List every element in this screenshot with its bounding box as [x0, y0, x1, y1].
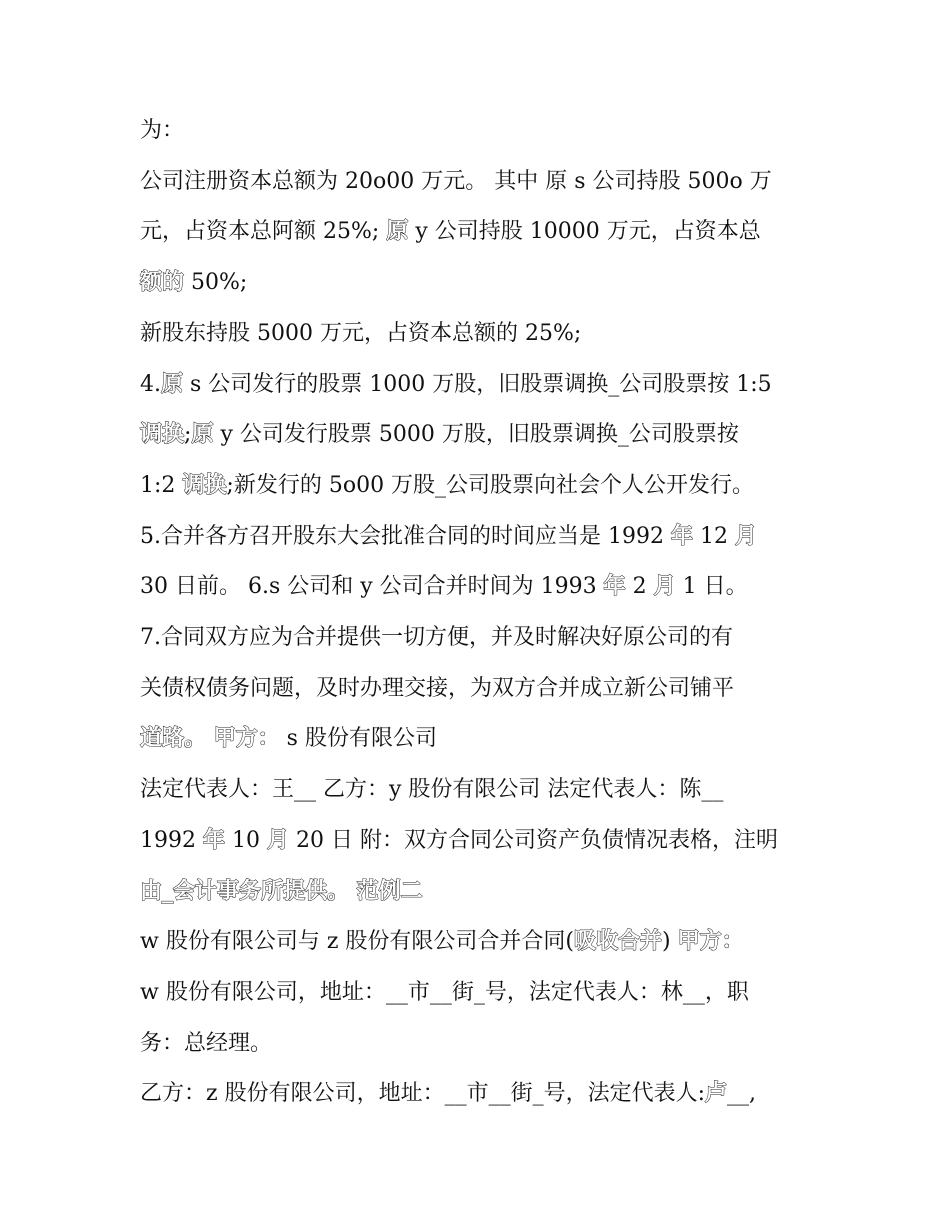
text-run: 50%; [184, 270, 248, 295]
text-line [140, 370, 772, 400]
text-run: 5.合并各方召开股东大会批准合同的时间应当是 1992 [140, 524, 671, 549]
text-run: 关债权债务问题，及时办理交接，为双方合并成立新公司铺平 [140, 676, 735, 701]
text-line [140, 775, 723, 805]
text-run: w 股份有限公司与 z 股份有限公司合并合同( [140, 929, 574, 954]
text-line [140, 319, 581, 349]
text-line [140, 522, 757, 552]
outlined-text-run: 月 [734, 524, 757, 549]
outlined-text-run: 额的 [140, 270, 185, 295]
text-run: 30 日前。 6.s 公司和 y 公司合并时间为 1993 [140, 574, 604, 599]
outlined-text-run: 道路。 甲方： [140, 726, 280, 751]
text-run: 法定代表人：王__ 乙方：y 股份有限公司 法定代表人：陈__ [140, 777, 724, 802]
outlined-text-run: 月 [266, 828, 289, 853]
text-line [140, 1079, 756, 1109]
text-run: 务：总经理。 [140, 1031, 273, 1056]
text-run: s 股份有限公司 [279, 726, 437, 751]
text-run: 10 [225, 828, 267, 853]
text-run: w 股份有限公司，地址：__市__街_号，法定代表人：林__，职 [140, 980, 749, 1005]
text-line [140, 471, 754, 501]
text-line [140, 826, 778, 856]
text-run: y 公司发行股票 5000 万股，旧股票调换_公司股票按 [213, 422, 739, 447]
outlined-text-run: 吸收合并 [574, 929, 663, 954]
text-run: 元，占资本总阿额 25%; [140, 219, 387, 244]
outlined-text-run: 原 [386, 219, 409, 244]
text-run: 1992 [140, 828, 203, 853]
text-line [140, 116, 184, 146]
outlined-text-run: 原 [161, 372, 184, 397]
text-run: y 公司持股 10000 万元，占资本总 [408, 219, 761, 244]
text-line [140, 623, 733, 653]
text-run: 2 [625, 574, 654, 599]
text-run: 乙方：z 股份有限公司，地址：__市__街_号，法定代表人: [140, 1081, 705, 1106]
outlined-text-run: 由_会计事务所提供。 范例二 [140, 879, 423, 904]
text-run: 7.合同双方应为合并提供一切方便，并及时解决好原公司的有 [140, 625, 733, 650]
text-line [140, 978, 749, 1008]
text-line [140, 420, 739, 450]
text-line [140, 217, 761, 247]
text-line [140, 268, 247, 298]
text-run: 1 日。 [675, 574, 748, 599]
outlined-text-run: 卢 [705, 1081, 728, 1106]
text-run: 12 [692, 524, 735, 549]
text-run: 1:2 [140, 473, 183, 498]
text-run: 公司注册资本总额为 20o00 万元。 其中 原 s 公司持股 500o 万 [140, 169, 772, 194]
outlined-text-run: 调换 [140, 422, 185, 447]
outlined-text-run: 月 [653, 574, 676, 599]
text-line [140, 877, 423, 907]
text-run: ;新发行的 5o00 万股_公司股票向社会个人公开发行。 [226, 473, 755, 498]
text-run: s 公司发行的股票 1000 万股，旧股票调换_公司股票按 1:5 [183, 372, 772, 397]
text-run: 新股东持股 5000 万元，占资本总额的 25%; [140, 321, 582, 346]
text-run: ) [662, 929, 678, 954]
text-line [140, 572, 748, 602]
text-run: 20 日 附：双方合同公司资产负债情况表格，注明 [289, 828, 778, 853]
text-run: ; [184, 422, 192, 447]
outlined-text-run: 年 [603, 574, 626, 599]
text-run: __, [727, 1081, 757, 1106]
text-run: 4. [140, 372, 161, 397]
outlined-text-run: 调换 [182, 473, 227, 498]
text-line [140, 1029, 272, 1059]
outlined-text-run: 年 [202, 828, 225, 853]
text-line [140, 674, 734, 704]
text-line [140, 167, 772, 197]
text-line [140, 724, 437, 754]
outlined-text-run: 原 [191, 422, 214, 447]
text-run: 为： [140, 118, 185, 143]
outlined-text-run: 年 [670, 524, 693, 549]
text-line [140, 927, 744, 957]
outlined-text-run: 甲方： [677, 929, 744, 954]
